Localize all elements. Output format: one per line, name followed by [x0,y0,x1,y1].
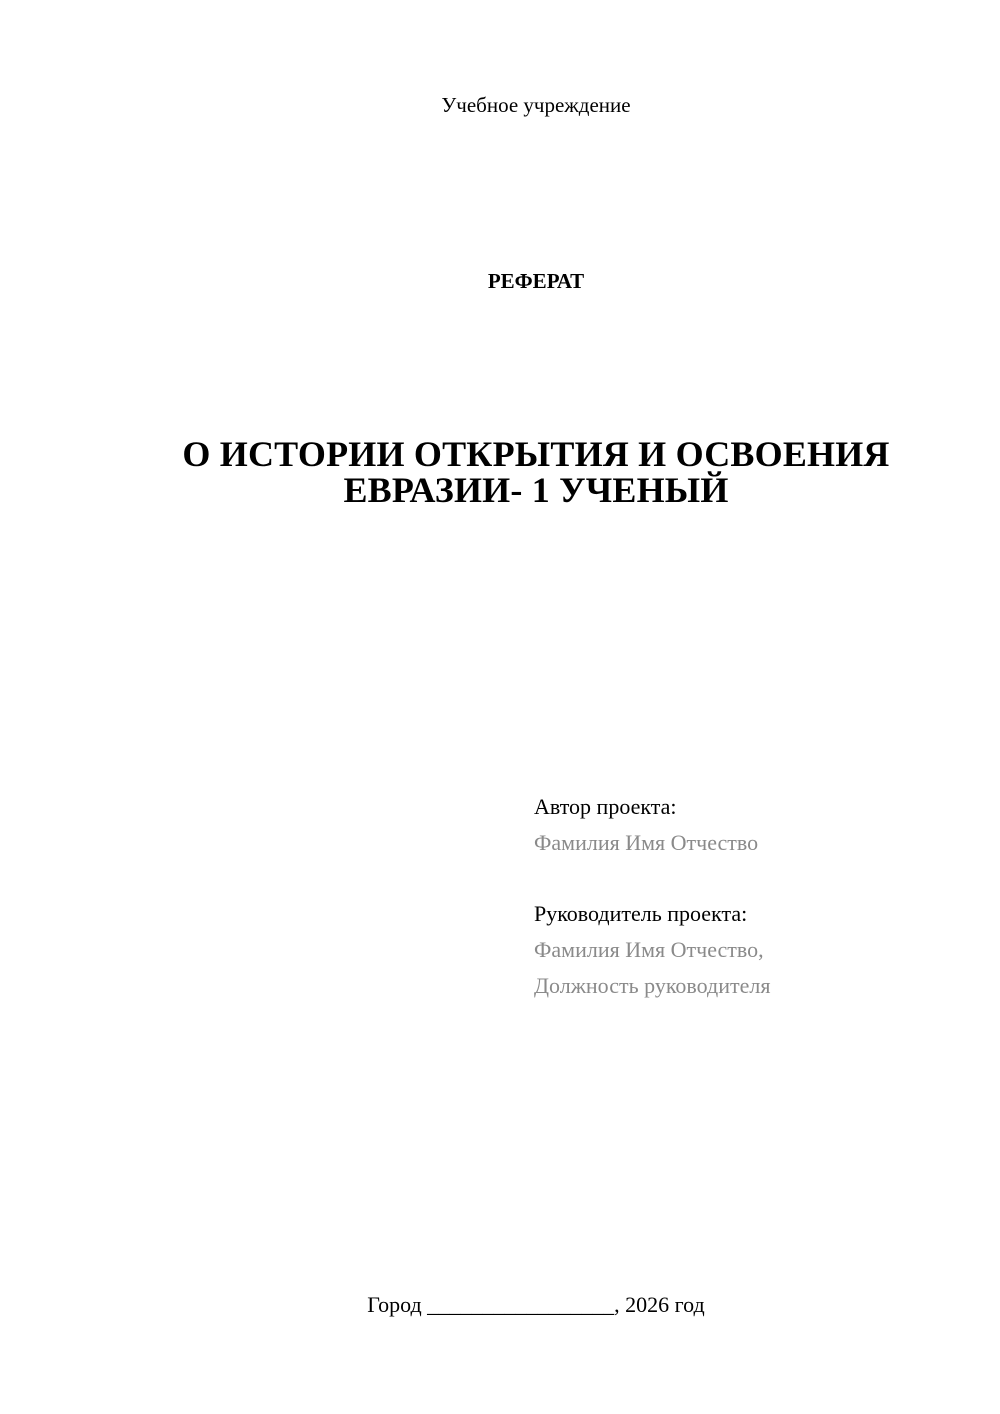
document-title [100,436,972,508]
city-year-line: Город _________________, 2026 год [367,1292,705,1317]
institution-name: Учебное учреждение [441,93,631,117]
author-name: Фамилия Имя Отчество [534,830,759,855]
credits-spacer [534,861,974,896]
supervisor-name: Фамилия Имя Отчество, [534,937,764,962]
document-type: РЕФЕРАТ [487,269,585,293]
supervisor-position: Должность руководителя [534,973,771,998]
credits-block [534,789,974,1004]
document-title-line-2: ЕВРАЗИИ- 1 УЧЕНЫЙ [343,470,729,510]
document-title-line-1: О ИСТОРИИ ОТКРЫТИЯ И ОСВОЕНИЯ [182,434,890,474]
author-label: Автор проекта: [534,794,677,819]
supervisor-label: Руководитель проекта: [534,901,748,926]
